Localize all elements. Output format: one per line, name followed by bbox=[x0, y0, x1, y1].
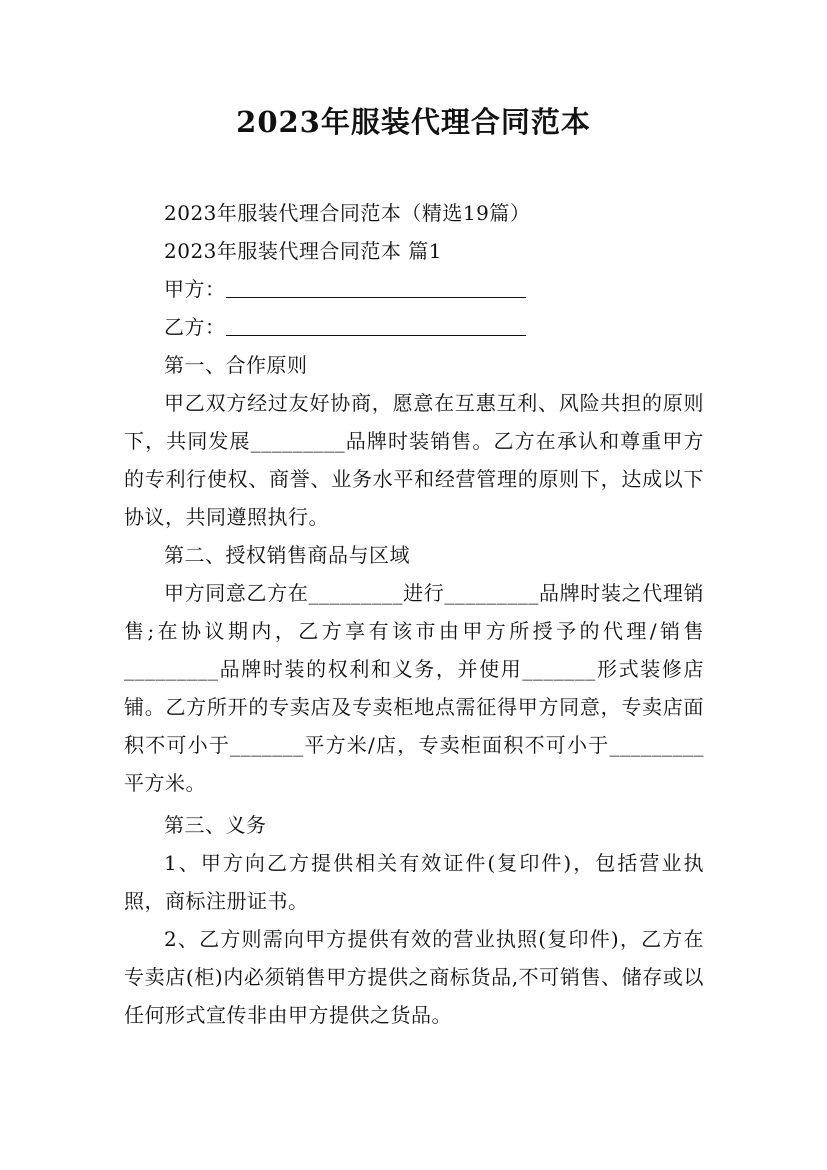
section-heading: 2023年服装代理合同范本 篇1 bbox=[164, 239, 442, 263]
party-b-line bbox=[124, 308, 704, 346]
party-a-blank bbox=[226, 277, 526, 298]
document-title: 2023年服装代理合同范本 bbox=[236, 105, 591, 139]
paragraph-obligation-1: 1、甲方向乙方提供相关有效证件(复印件)，包括营业执照，商标注册证书。 bbox=[124, 851, 704, 913]
party-b-blank bbox=[226, 315, 526, 336]
party-a-line bbox=[124, 270, 704, 308]
document-body bbox=[124, 194, 704, 1034]
party-a-label: 甲方： bbox=[164, 277, 226, 301]
heading-authorization: 第二、授权销售商品与区域 bbox=[164, 543, 410, 567]
heading-obligations: 第三、义务 bbox=[164, 813, 267, 837]
paragraph-obligation-2: 2、乙方则需向甲方提供有效的营业执照(复印件)，乙方在专卖店(柜)内必须销售甲方提供之商标货品,不可销售、储存或以任何形式宣传非由甲方提供之货品。 bbox=[124, 927, 704, 1027]
party-b-label: 乙方： bbox=[164, 315, 226, 339]
heading-cooperation: 第一、合作原则 bbox=[164, 353, 308, 377]
document-subtitle: 2023年服装代理合同范本（精选19篇） bbox=[164, 201, 531, 225]
paragraph-authorization: 甲方同意乙方在_________进行_________品牌时装之代理销售;在协议期内，乙方享有该市由甲方所授予的代理/销售_________品牌时装的权利和义务，并使用_______形式装修店铺。乙方所开的专卖店及专卖柜地点需征得甲方同意，专卖店面积不可小于_______平方米/店，专卖柜面积不可小于_________平方米。 bbox=[124, 581, 704, 795]
paragraph-cooperation: 甲乙双方经过友好协商，愿意在互惠互利、风险共担的原则下，共同发展_________品牌时装销售。乙方在承认和尊重甲方的专利行使权、商誉、业务水平和经营管理的原则下，达成以下协议，共同遵照执行。 bbox=[124, 391, 704, 529]
